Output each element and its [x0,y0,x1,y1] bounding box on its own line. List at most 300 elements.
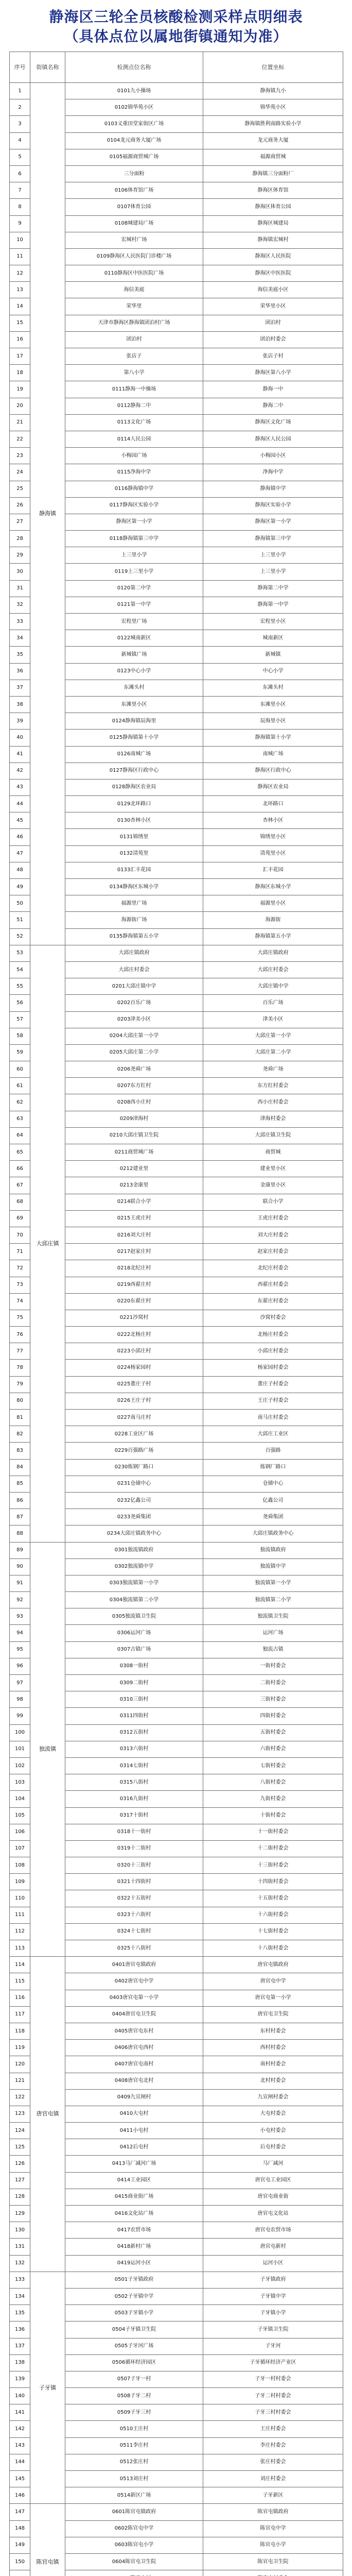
site-name: 0119上三里小学 [65,564,203,580]
site-name: 0118静海镇第三中学 [65,531,203,547]
row-seq: 146 [10,2487,30,2504]
site-name: 0133汇丰花园 [65,862,203,878]
site-location: 唐官屯文化站 [203,2206,343,2222]
street-name: 唐官屯镇 [30,1957,65,2272]
row-seq: 42 [10,762,30,779]
site-name: 0221沙窝村 [65,1310,203,1326]
site-location: 子牙镇政府 [203,2272,343,2288]
site-location: 城南新区 [203,630,343,647]
site-location: 福源里小区 [203,895,343,912]
row-seq: 85 [10,1476,30,1492]
site-name: 大邱庄镇政府 [65,945,203,961]
site-location: 静海第一中学 [203,597,343,613]
site-location: 刘大庄村委会 [203,1227,343,1243]
row-seq: 109 [10,1874,30,1890]
site-location: 九宣闸村委会 [203,2089,343,2106]
row-seq: 141 [10,2404,30,2421]
row-seq: 40 [10,730,30,746]
table-row [10,945,343,961]
row-seq: 139 [10,2371,30,2387]
site-name: 0231仓储中心 [65,1476,203,1492]
site-location: 炼钢厂路口 [203,1459,343,1476]
site-name: 0214联合小学 [65,1194,203,1210]
row-seq: 67 [10,1177,30,1194]
row-seq: 86 [10,1492,30,1509]
site-name: 0307古镇广场 [65,1641,203,1658]
site-location: 十七街村委会 [203,1923,343,1940]
site-name: 0501子牙镇政府 [65,2272,203,2288]
row-seq: 36 [10,663,30,680]
site-location: 独流镇政府 [203,1542,343,1558]
row-seq: 6 [10,165,30,182]
row-seq: 138 [10,2354,30,2371]
row-seq: 144 [10,2454,30,2470]
site-location: 东翟庄村委会 [203,1293,343,1310]
site-location: 四街村委会 [203,1708,343,1724]
site-location: 唐官屯商业街 [203,2189,343,2205]
row-seq: 70 [10,1227,30,1243]
site-name: 0312五街村 [65,1724,203,1741]
row-seq: 53 [10,945,30,961]
site-name: 0319十二街村 [65,1840,203,1857]
site-location: 小屯村委会 [203,2123,343,2139]
site-name: 0604陈官屯卫生院 [65,2553,203,2570]
row-seq: 82 [10,1426,30,1443]
site-location: 金康里小区 [203,1177,343,1194]
site-name: 0102锦华苑小区 [65,99,203,116]
site-location: 七街村委会 [203,1757,343,1774]
site-name: 0103义重田堂家街区广场 [65,116,203,132]
row-seq: 101 [10,1741,30,1757]
site-name: 0508子牙二村 [65,2388,203,2404]
row-seq: 117 [10,2006,30,2023]
site-location: 子牙二村村委会 [203,2388,343,2404]
site-name: 0318十一街村 [65,1824,203,1840]
site-name: 0502子牙镇中学 [65,2288,203,2304]
site-name: 0225董庄子村 [65,1376,203,1393]
site-location: 独流镇第一小学 [203,1575,343,1591]
row-seq: 20 [10,398,30,414]
row-seq: 150 [10,2553,30,2570]
site-location: 一街村委会 [203,1658,343,1674]
site-name: 0106体育馆广场 [65,182,203,199]
site-name: 0215王虎庄村 [65,1210,203,1227]
site-location: 沙窝村委会 [203,1310,343,1326]
row-seq: 74 [10,1293,30,1310]
site-location: 陈官屯卫生院 [203,2553,343,2570]
site-location: 静海区行政中心 [203,762,343,779]
site-location: 十一街村委会 [203,1824,343,1840]
site-name: 小梅园广场 [65,448,203,464]
row-seq: 147 [10,2504,30,2520]
site-location: 小梅园小区 [203,448,343,464]
site-name: 0232亿鑫公司 [65,1492,203,1509]
column-header-site: 检测点位名称 [65,52,203,83]
site-location: 南城广场 [203,746,343,762]
row-seq: 21 [10,414,30,431]
row-seq: 64 [10,1127,30,1144]
site-location: 清苑里小区 [203,845,343,862]
table-row [10,1542,343,1558]
row-seq: 89 [10,1542,30,1558]
site-name: 天津市静海区静海镇团泊村广场 [65,315,203,331]
site-location: 静海第二中学 [203,580,343,597]
site-name: 0120第二中学 [65,580,203,597]
site-location: 张庄村委会 [203,2454,343,2470]
site-location: 静海区文化广场 [203,414,343,431]
site-location: 唐官屯工业园区 [203,2172,343,2189]
row-seq: 15 [10,315,30,331]
site-location: 西村村委会 [203,2040,343,2056]
row-seq: 32 [10,597,30,613]
site-name: 0407唐官屯南村 [65,2056,203,2073]
site-location: 宏程里小区 [203,614,343,630]
row-seq: 60 [10,1061,30,1078]
site-name: 0320十三街村 [65,1857,203,1874]
site-name: 0507子牙一村 [65,2371,203,2387]
site-name: 0309二街村 [65,1675,203,1691]
site-name: 0306运河广场 [65,1625,203,1641]
site-location: 静海区东城小学 [203,879,343,895]
row-seq: 143 [10,2437,30,2454]
row-seq: 1 [10,83,30,99]
site-location: 静海区第一小学 [203,514,343,530]
site-name: 0506循环经济园区 [65,2354,203,2371]
site-name: 0417农贸市场 [65,2222,203,2239]
row-seq: 75 [10,1310,30,1326]
column-header-location: 位置坐标 [203,52,343,83]
site-name: 0115净海中学 [65,464,203,481]
row-seq: 49 [10,879,30,895]
site-name: 0220东翟庄村 [65,1293,203,1310]
site-location: 杨家园村委会 [203,1360,343,1376]
row-seq: 115 [10,1973,30,1990]
site-name: 0218北纪庄村 [65,1260,203,1277]
row-seq: 136 [10,2321,30,2338]
row-seq: 18 [10,365,30,381]
table-row [10,83,343,99]
row-seq: 105 [10,1807,30,1824]
site-location: 十三街村委会 [203,1857,343,1874]
row-seq: 28 [10,531,30,547]
row-seq: 2 [10,99,30,116]
site-location: 海信美庭小区 [203,282,343,298]
site-location: 静海区人民医院 [203,248,343,265]
row-seq: 37 [10,680,30,696]
row-seq: 10 [10,232,30,248]
site-name: 0135静海镇第五小学 [65,928,203,945]
site-name: 0511李庄村 [65,2437,203,2454]
site-location: 唐官屯镇政府 [203,1957,343,1973]
site-location: 十六街村委会 [203,1907,343,1923]
page-subtitle: （具体点位以属地街镇通知为准） [64,28,288,45]
site-location: 独流古镇 [203,1641,343,1658]
site-location: 尧舜广场 [203,1061,343,1078]
site-name: 东滩里小区 [65,696,203,713]
site-name: 0216刘大庄村 [65,1227,203,1243]
site-name: 0314七街村 [65,1757,203,1774]
site-name: 0108城建局广场 [65,215,203,232]
site-name: 0132清苑里 [65,845,203,862]
row-seq: 72 [10,1260,30,1277]
row-seq: 116 [10,1990,30,2006]
site-name: 0224杨家园村 [65,1360,203,1376]
site-name: 团泊村 [65,331,203,348]
site-location: 团泊村委会 [203,331,343,348]
row-seq: 103 [10,1774,30,1791]
row-seq: 87 [10,1509,30,1526]
row-seq: 145 [10,2471,30,2487]
site-location: 联合小学 [203,1194,343,1210]
site-location: 静海区人民公园 [203,431,343,447]
row-seq: 3 [10,116,30,132]
site-name: 0130杏林小区 [65,812,203,829]
row-seq: 51 [10,912,30,928]
site-location: 陈官屯小学 [203,2537,343,2553]
site-name: 0322十五街村 [65,1890,203,1907]
row-seq: 119 [10,2040,30,2056]
site-name: 0112静海二中 [65,398,203,414]
row-seq: 38 [10,696,30,713]
site-location: 北环路口 [203,796,343,812]
column-header-seq: 序号 [10,52,30,83]
row-seq: 61 [10,1078,30,1094]
site-location: 海源街 [203,912,343,928]
site-location: 南马庄村委会 [203,1410,343,1426]
site-name: 0217赵家庄村 [65,1244,203,1260]
row-seq: 47 [10,845,30,862]
row-seq: 118 [10,2023,30,2039]
site-location: 东滩里小区 [203,696,343,713]
site-name: 0223小邱庄村 [65,1343,203,1360]
site-name: 0117静海区实验小学 [65,497,203,514]
row-seq: 71 [10,1244,30,1260]
site-location: 上三里小学 [203,547,343,564]
site-name: 0602陈官屯中学 [65,2520,203,2537]
row-seq: 95 [10,1641,30,1658]
street-name: 陈官屯镇 [30,2504,65,2576]
site-name: 0313六街村 [65,1741,203,1757]
site-name: 0409九宣闸村 [65,2089,203,2106]
site-location: 中心小学 [203,663,343,680]
street-name: 静海镇 [30,83,65,945]
row-seq: 132 [10,2255,30,2272]
site-location: 小邱庄村委会 [203,1343,343,1360]
site-name: 第八小学 [65,365,203,381]
site-location: 北纪庄村委会 [203,1260,343,1277]
site-location: 静海一中 [203,381,343,398]
row-seq: 88 [10,1526,30,1542]
site-name: 静海区第一小学 [65,514,203,530]
site-location: 大邱庄第二小学 [203,1044,343,1061]
site-location: 唐官屯中学 [203,1973,343,1990]
site-location: 独流镇中学 [203,1558,343,1575]
site-name: 0402唐官屯中学 [65,1973,203,1990]
row-seq: 79 [10,1376,30,1393]
site-name: 0230炼钢厂路口 [65,1459,203,1476]
row-seq: 27 [10,514,30,530]
row-seq: 14 [10,298,30,315]
row-seq: 56 [10,995,30,1011]
site-location: 东滩头村 [203,680,343,696]
site-name: 海源街广场 [65,912,203,928]
site-location: 静海镇第十小学 [203,730,343,746]
row-seq: 126 [10,2156,30,2172]
site-name: 0205大邱庄第二小学 [65,1044,203,1061]
site-location: 运河小区 [203,2255,343,2272]
site-name: 0302独流镇中学 [65,1558,203,1575]
site-location: 子牙三村村委会 [203,2404,343,2421]
row-seq: 17 [10,348,30,365]
row-seq: 12 [10,265,30,282]
site-name: 0510王庄村 [65,2421,203,2437]
site-location: 刘庄村委会 [203,2471,343,2487]
site-name: 0226王庄子村 [65,1393,203,1409]
row-seq: 69 [10,1210,30,1227]
row-seq: 131 [10,2239,30,2255]
row-seq: 114 [10,1957,30,1973]
page-title: 静海区三轮全员核酸检测采样点明细表 [49,8,303,25]
site-location: 南村村委会 [203,2056,343,2073]
site-location: 静海区城建局 [203,215,343,232]
title-block [0,0,352,52]
row-seq: 122 [10,2089,30,2106]
site-name: 张店子 [65,348,203,365]
site-name: 0324十七街村 [65,1923,203,1940]
site-name: 0403唐官屯第一小学 [65,1990,203,2006]
row-seq: 148 [10,2520,30,2537]
row-seq: 78 [10,1360,30,1376]
site-name: 0505子牙河广场 [65,2338,203,2354]
site-location: 杏林小区 [203,812,343,829]
row-seq: 142 [10,2421,30,2437]
site-name: 0123中心小学 [65,663,203,680]
site-name: 海信美庭 [65,282,203,298]
site-name: 0222北杨庄村 [65,1327,203,1343]
site-location: 大邱庄镇政府 [203,945,343,961]
row-seq: 97 [10,1675,30,1691]
site-name: 0203津美小区 [65,1011,203,1028]
row-seq: 9 [10,215,30,232]
street-name: 大邱庄镇 [30,945,65,1542]
site-name: 0208西小庄村 [65,1094,203,1111]
site-location: 东村村委会 [203,2023,343,2039]
site-location: 赵家庄村委会 [203,1244,343,1260]
site-location: 唐官屯农贸市场 [203,2222,343,2239]
site-location: 福源商贸城 [203,149,343,165]
site-location: 尧舜集团 [203,1509,343,1526]
site-location: 仓储中心 [203,1476,343,1492]
site-name: 0418新村广场 [65,2239,203,2255]
site-name: 0601陈官屯镇政府 [65,2504,203,2520]
row-seq: 58 [10,1028,30,1044]
site-location: 锦绣里小区 [203,829,343,845]
site-location: 新城镇 [203,647,343,663]
site-name: 0126南城广场 [65,746,203,762]
site-location: 王虎庄村委会 [203,1210,343,1227]
street-name: 独流镇 [30,1542,65,1957]
row-seq: 77 [10,1343,30,1360]
site-location: 李庄村委会 [203,2437,343,2454]
row-seq: 111 [10,1907,30,1923]
site-name: 0504子牙镇卫生院 [65,2321,203,2338]
site-name: 0310三街村 [65,1691,203,1708]
site-name: 0316九街村 [65,1791,203,1807]
site-name: 0129北环路口 [65,796,203,812]
row-seq: 54 [10,961,30,978]
site-name: 0212建业里 [65,1161,203,1177]
site-location: 西翟庄村委会 [203,1277,343,1293]
row-seq: 128 [10,2189,30,2205]
column-header-street: 街镇名称 [30,52,65,83]
row-seq: 4 [10,132,30,149]
site-location: 十五街村委会 [203,1890,343,1907]
row-seq: 13 [10,282,30,298]
row-seq: 96 [10,1658,30,1674]
row-seq [10,2570,30,2576]
site-location: 子牙镇卫生院 [203,2321,343,2338]
site-location: 辰海里小区 [203,713,343,730]
row-seq: 43 [10,779,30,795]
site-location: 汇丰花园 [203,862,343,878]
row-seq: 134 [10,2288,30,2304]
site-location: 静海镇第三中学 [203,531,343,547]
row-seq: 26 [10,497,30,514]
row-seq: 99 [10,1708,30,1724]
site-location: 静海区体育公园 [203,199,343,215]
site-location: 上三里小学 [203,564,343,580]
row-seq: 91 [10,1575,30,1591]
row-seq: 57 [10,1011,30,1028]
row-seq: 7 [10,182,30,199]
site-name: 0134静海区东城小学 [65,879,203,895]
row-seq: 127 [10,2172,30,2189]
table-row [10,2272,343,2288]
row-seq: 104 [10,1791,30,1807]
site-name: 0111静海一中操场 [65,381,203,398]
site-location: 子牙循环经济产业区 [203,2354,343,2371]
table-row [10,2504,343,2520]
row-seq: 121 [10,2073,30,2089]
row-seq: 39 [10,713,30,730]
site-name: 荣华里 [65,298,203,315]
row-seq: 35 [10,647,30,663]
site-name: 0304独流镇第二小学 [65,1592,203,1608]
site-name: 0107体育公园 [65,199,203,215]
site-name: 0227南马庄村 [65,1410,203,1426]
site-name: 0233尧舜集团 [65,1509,203,1526]
row-seq: 120 [10,2056,30,2073]
site-location: 静海镇中学 [203,481,343,497]
site-name: 0104龙元商务大厦广场 [65,132,203,149]
site-location: 静海二中 [203,398,343,414]
site-location: 王庄村委会 [203,2421,343,2437]
site-location: 静海镇九小 [203,83,343,99]
row-seq: 22 [10,431,30,447]
site-name: 0311四街村 [65,1708,203,1724]
row-seq: 76 [10,1327,30,1343]
site-name: 0410大屯村 [65,2106,203,2122]
site-location: 五街村委会 [203,1724,343,1741]
row-seq: 112 [10,1923,30,1940]
site-location: 荣华里小区 [203,298,343,315]
table-body [10,83,343,2576]
site-name: 0219西翟庄村 [65,1277,203,1293]
site-location: 亿鑫公司 [203,1492,343,1509]
site-name: 0419运河小区 [65,2255,203,2272]
row-seq: 83 [10,1443,30,1459]
site-name: 0201大邱庄镇中学 [65,978,203,995]
